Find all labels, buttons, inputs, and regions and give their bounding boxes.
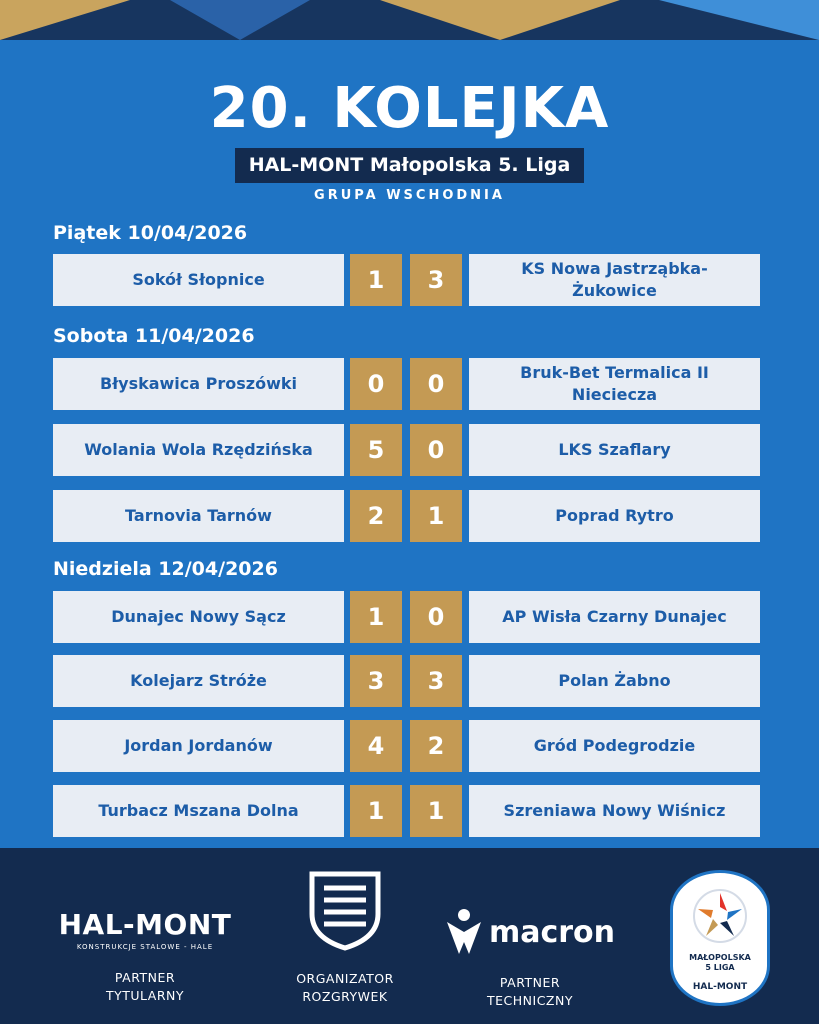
- away-team: LKS Szaflary: [469, 424, 760, 476]
- home-team: Tarnovia Tarnów: [53, 490, 344, 542]
- sponsor-caption: ORGANIZATOR: [296, 971, 394, 986]
- sponsor-caption: TECHNICZNY: [487, 992, 573, 1008]
- home-team: Kolejarz Stróże: [53, 655, 344, 707]
- home-score: 4: [350, 720, 402, 772]
- sponsor-caption: TYTULARNY: [105, 987, 185, 1003]
- halmont-tagline: KONSTRUKCJE STALOWE - HALE: [76, 943, 214, 951]
- round-title: 20. KOLEJKA: [209, 76, 610, 141]
- home-team: Dunajec Nowy Sącz: [53, 591, 344, 643]
- sponsor-halmont: [55, 908, 235, 1004]
- away-team: Poprad Rytro: [469, 490, 760, 542]
- halmont-logo: HAL-MONT: [58, 908, 232, 941]
- away-score: 0: [410, 358, 462, 410]
- match-row: [53, 424, 760, 476]
- sponsor-caption: ROZGRYWEK: [302, 988, 388, 1004]
- away-team: Polan Żabno: [469, 655, 760, 707]
- match-row: [53, 591, 760, 643]
- sponsor-macron: [440, 908, 620, 1009]
- home-team: Turbacz Mszana Dolna: [53, 785, 344, 837]
- sponsor-caption: PARTNER: [499, 975, 561, 990]
- league-badge: [670, 870, 770, 1006]
- away-team: Szreniawa Nowy Wiśnicz: [469, 785, 760, 837]
- league-star-icon: [689, 885, 751, 947]
- top-decoration: [0, 0, 819, 40]
- home-score: 1: [350, 254, 402, 306]
- mzpn-crest-icon: [306, 868, 384, 952]
- match-row: [53, 358, 760, 410]
- home-score: 3: [350, 655, 402, 707]
- match-row: [53, 655, 760, 707]
- away-score: 3: [410, 254, 462, 306]
- home-score: 0: [350, 358, 402, 410]
- badge-line1: MAŁOPOLSKA: [689, 953, 751, 962]
- match-row: [53, 254, 760, 306]
- day-heading: Sobota 11/04/2026: [53, 325, 255, 347]
- home-score: 2: [350, 490, 402, 542]
- away-team: Gród Podegrodzie: [469, 720, 760, 772]
- match-row: [53, 785, 760, 837]
- match-row: [53, 720, 760, 772]
- match-row: [53, 490, 760, 542]
- away-team: KS Nowa Jastrząbka-Żukowice: [469, 254, 760, 306]
- macron-logo: macron: [488, 914, 616, 950]
- day-heading: Niedziela 12/04/2026: [53, 558, 278, 580]
- league-name: HAL-MONT Małopolska 5. Liga: [235, 148, 585, 183]
- away-score: 0: [410, 424, 462, 476]
- away-score: 0: [410, 591, 462, 643]
- home-team: Jordan Jordanów: [53, 720, 344, 772]
- away-score: 1: [410, 785, 462, 837]
- group-name: GRUPA WSCHODNIA: [314, 188, 505, 203]
- away-team: AP Wisła Czarny Dunajec: [469, 591, 760, 643]
- sponsor-caption: PARTNER: [114, 970, 176, 985]
- sponsor-mzpn: [280, 868, 410, 1005]
- day-heading: Piątek 10/04/2026: [53, 222, 248, 244]
- away-score: 1: [410, 490, 462, 542]
- home-team: Wolania Wola Rzędzińska: [53, 424, 344, 476]
- away-score: 3: [410, 655, 462, 707]
- home-score: 1: [350, 591, 402, 643]
- badge-sponsor: HAL-MONT: [692, 982, 748, 993]
- macron-hero-icon: [445, 908, 483, 956]
- home-score: 1: [350, 785, 402, 837]
- badge-line2: 5 LIGA: [705, 962, 735, 972]
- away-team: Bruk-Bet Termalica II Nieciecza: [469, 358, 760, 410]
- home-score: 5: [350, 424, 402, 476]
- home-team: Błyskawica Proszówki: [53, 358, 344, 410]
- home-team: Sokół Słopnice: [53, 254, 344, 306]
- away-score: 2: [410, 720, 462, 772]
